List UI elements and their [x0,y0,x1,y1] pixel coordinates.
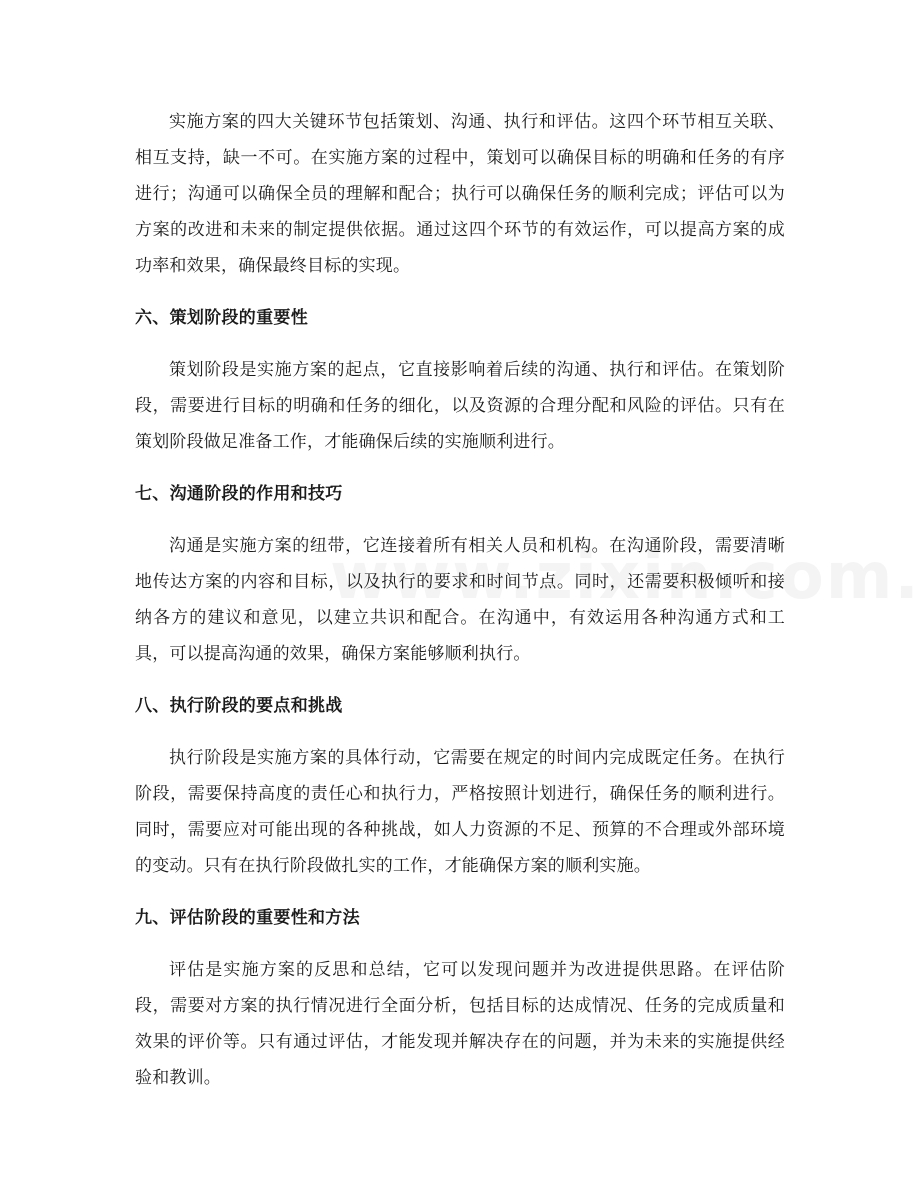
intro-paragraph: 实施方案的四大关键环节包括策划、沟通、执行和评估。这四个环节相互关联、相互支持，缺一不可。在实施方案的过程中，策划可以确保目标的明确和任务的有序进行；沟通可以确保全员的理解和配合；执行可以确保任务的顺利完成；评估可以为方案的改进和未来的制定提供依据。通过这四个环节的有效运作，可以提高方案的成功率和效果，确保最终目标的实现。 [135,112,785,276]
section-body-8: 执行阶段是实施方案的具体行动，它需要在规定的时间内完成既定任务。在执行阶段，需要保持高度的责任心和执行力，严格按照计划进行，确保任务的顺利进行。同时，需要应对可能出现的各种挑战，如人力资源的不足、预算的不合理或外部环境的变动。只有在执行阶段做扎实的工作，才能确保方案的顺利实施。 [135,748,785,876]
section-heading-8: 八、执行阶段的要点和挑战 [135,696,343,716]
document-body [135,104,785,1096]
section-heading-6: 六、策划阶段的重要性 [135,308,308,328]
section-heading-7: 七、沟通阶段的作用和技巧 [135,484,343,504]
section-body-9: 评估是实施方案的反思和总结，它可以发现问题并为改进提供思路。在评估阶段，需要对方案的执行情况进行全面分析，包括目标的达成情况、任务的完成质量和效果的评价等。只有通过评估，才能发现并解决存在的问题，并为未来的实施提供经验和教训。 [135,960,785,1088]
section-body-7: 沟通是实施方案的纽带，它连接着所有相关人员和机构。在沟通阶段，需要清晰地传达方案的内容和目标，以及执行的要求和时间节点。同时，还需要积极倾听和接纳各方的建议和意见，以建立共识和配合。在沟通中，有效运用各种沟通方式和工具，可以提高沟通的效果，确保方案能够顺利执行。 [135,536,785,664]
section-body-6: 策划阶段是实施方案的起点，它直接影响着后续的沟通、执行和评估。在策划阶段，需要进行目标的明确和任务的细化，以及资源的合理分配和风险的评估。只有在策划阶段做足准备工作，才能确保后续的实施顺利进行。 [135,360,785,452]
section-heading-9: 九、评估阶段的重要性和方法 [135,908,360,928]
